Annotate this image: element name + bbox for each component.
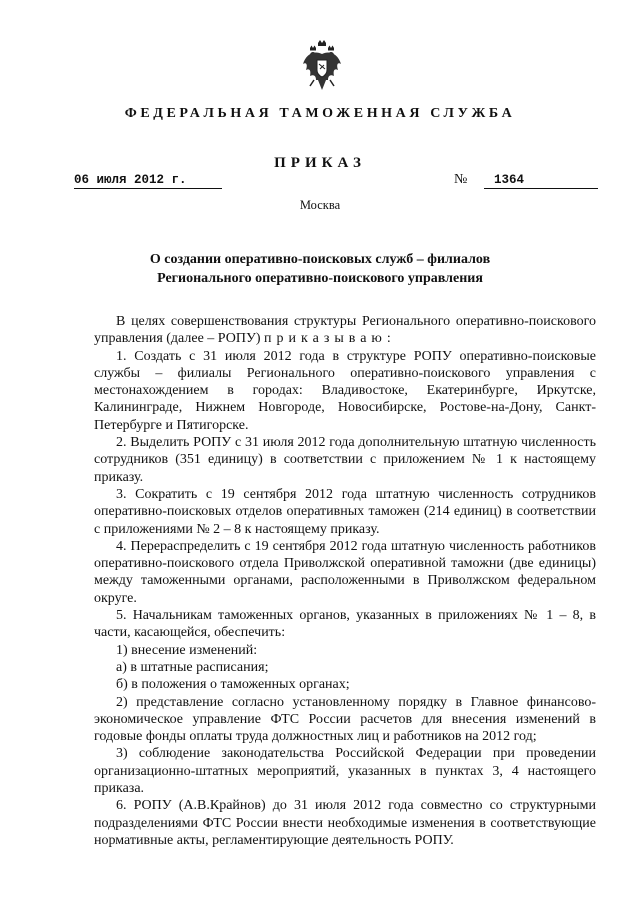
agency-name: ФЕДЕРАЛЬНАЯ ТАМОЖЕННАЯ СЛУЖБА [124, 106, 516, 121]
title-line-2: Регионального оперативно-поискового управления [157, 271, 483, 286]
intro-paragraph [94, 313, 596, 348]
intro-order-word: приказываю: [264, 331, 396, 347]
order-title [0, 250, 640, 288]
paragraph-4: 4. Перераспределить с 19 сентября 2012 года штатную численность работников оперативно-поискового отдела Приволжской оперативной таможни (две единицы) между таможенными органами, расположенными в Приволжском федеральном округе. [94, 538, 596, 606]
paragraph-5-item-1a: а) в штатные расписания; [116, 659, 269, 675]
paragraph-2: 2. Выделить РОПУ с 31 июля 2012 года дополнительную штатную численность сотрудников (351 единицу) в соответствии с приложением № 1 к настоящему приказу. [94, 435, 596, 485]
paragraph-5-item-1: 1) внесение изменений: [116, 642, 258, 658]
paragraph-5-item-2: 2) представление согласно установленному порядку в Главное финансово-экономическое управление ФТС России расчетов для внесения изменений в годовые фонды оплаты труда должностных лиц и работников на 2012 год; [94, 694, 596, 745]
paragraph-6: 6. РОПУ (А.В.Крайнов) до 31 июля 2012 года совместно со структурными подразделениями ФТС России внести необходимые изменения в соответствующие нормативные акты, регламентирующие деятельность РОПУ. [94, 798, 596, 848]
order-number: 1364 [484, 173, 598, 189]
order-date: 06 июля 2012 г. [74, 173, 222, 189]
paragraph-5: 5. Начальникам таможенных органов, указанных в приложениях № 1 – 8, в части, касающейся, обеспечить: [94, 608, 596, 641]
city: Москва [299, 198, 341, 212]
intro-text: В целях совершенствования структуры Регионального оперативно-поискового управления (далее – РОПУ) [94, 314, 596, 347]
number-sign: № [454, 172, 468, 187]
paragraph-5-item-3: 3) соблюдение законодательства Российской Федерации при проведении организационно-штатных мероприятий, указанных в пунктах 3, 4 настоящего приказа. [94, 746, 596, 797]
order-body [94, 313, 596, 849]
paragraph-5-item-1b: б) в положения о таможенных органах; [116, 677, 350, 693]
paragraph-3: 3. Сократить с 19 сентября 2012 года штатную численность сотрудников оперативно-поисковых отделов оперативных таможен (214 единиц) в соответствии с приложениями № 2 – 8 к настоящему приказу. [94, 486, 596, 537]
title-line-1: О создании оперативно-поисковых служб – филиалов [149, 252, 491, 267]
paragraph-1: 1. Создать с 31 июля 2012 года в структуре РОПУ оперативно-поисковые службы – филиалы Регионального оперативно-поискового управления с местонахождением в городах: Владивостоке, Екатеринбурге, Иркутске, Калининграде, Нижнем Новгороде, Новосибирске, Ростове-на-Дону, Санкт-Петербурге и Пятигорске. [94, 348, 596, 433]
document-type: ПРИКАЗ [274, 155, 366, 171]
coat-of-arms-icon [302, 40, 342, 94]
